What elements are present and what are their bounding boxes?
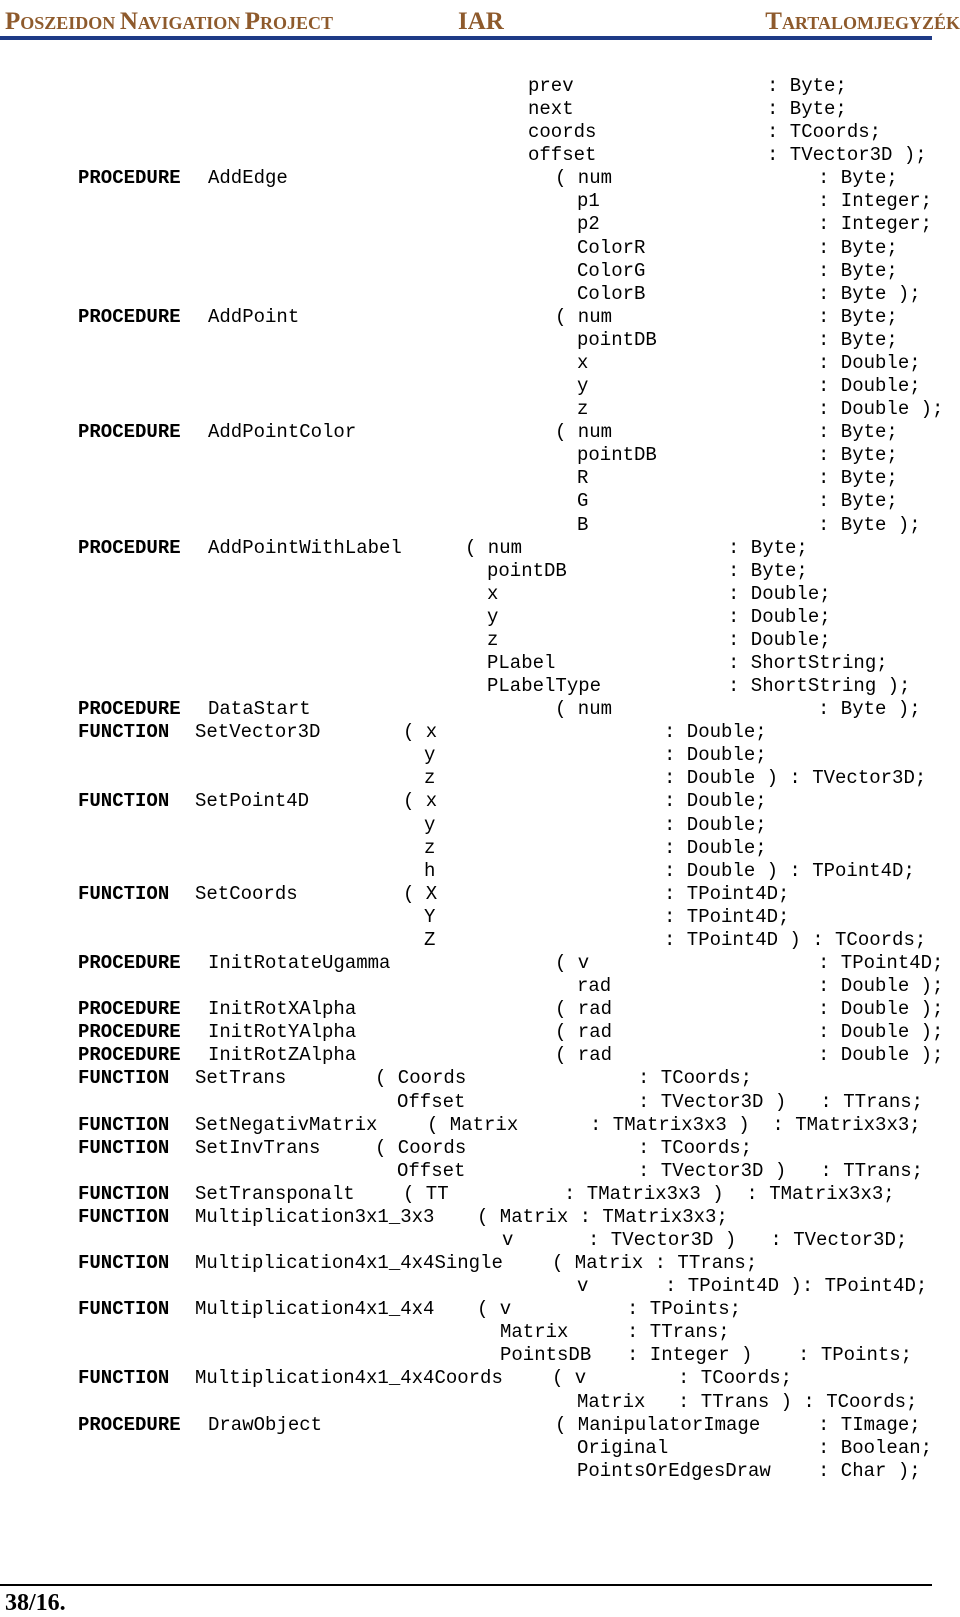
code-token: : Double ); — [818, 1044, 944, 1067]
code-line — [0, 1391, 960, 1415]
code-line — [0, 98, 960, 122]
code-token: Matrix — [577, 1390, 646, 1413]
code-keyword: PROCEDURE — [78, 952, 181, 975]
code-token: SetVector3D — [195, 721, 321, 744]
code-keyword: PROCEDURE — [78, 1413, 181, 1436]
code-keyword: FUNCTION — [78, 1298, 170, 1321]
code-token: : TCoords; — [678, 1367, 793, 1390]
code-line — [0, 1252, 960, 1276]
code-keyword: FUNCTION — [78, 1113, 170, 1136]
code-token: : Double ) : TVector3D; — [664, 767, 927, 790]
code-line — [0, 1344, 960, 1368]
code-keyword: PROCEDURE — [78, 421, 181, 444]
code-token: Offset — [397, 1090, 466, 1113]
code-token: : Byte; — [818, 167, 898, 190]
code-token: PointsDB — [500, 1344, 592, 1367]
code-token: : Byte; — [818, 467, 898, 490]
code-line — [0, 560, 960, 584]
code-token: pointDB — [577, 328, 657, 351]
code-token: : Double ); — [818, 998, 944, 1021]
code-line — [0, 652, 960, 676]
code-token: ( TT — [403, 1182, 449, 1205]
code-token: : Double; — [728, 628, 831, 651]
code-line — [0, 490, 960, 514]
code-line — [0, 75, 960, 99]
code-line — [0, 1067, 960, 1091]
code-keyword: PROCEDURE — [78, 1044, 181, 1067]
code-token: h — [424, 859, 436, 882]
code-token: : Byte; — [818, 490, 898, 513]
code-keyword: PROCEDURE — [78, 1021, 181, 1044]
code-token: Multiplication4x1_4x4 — [195, 1298, 435, 1321]
code-line — [0, 767, 960, 791]
code-token: Z — [424, 928, 436, 951]
code-token: : TCoords; — [638, 1067, 753, 1090]
code-token: : Char ); — [818, 1459, 921, 1482]
code-token: z — [487, 628, 499, 651]
code-token: Y — [424, 905, 436, 928]
code-line — [0, 1275, 960, 1299]
code-line — [0, 975, 960, 999]
code-token: coords — [528, 121, 597, 144]
code-token: : ShortString; — [728, 652, 888, 674]
code-keyword: FUNCTION — [78, 1067, 170, 1090]
code-token: ( num — [465, 536, 523, 559]
code-token: Offset — [397, 1159, 466, 1182]
code-token: Multiplication3x1_3x3 — [195, 1205, 435, 1228]
code-token: ( num — [555, 698, 613, 721]
code-line — [0, 837, 960, 861]
code-token: ( ManipulatorImage — [555, 1413, 761, 1436]
code-token: : Double; — [728, 582, 831, 605]
code-keyword: PROCEDURE — [78, 305, 181, 328]
code-token: : Byte; — [728, 536, 808, 559]
code-line — [0, 1183, 960, 1207]
code-token: SetTrans — [195, 1067, 287, 1090]
code-token: offset — [528, 144, 597, 167]
code-keyword: FUNCTION — [78, 1205, 170, 1228]
code-token: : Byte; — [818, 305, 898, 328]
code-token: SetTransponalt — [195, 1182, 355, 1205]
code-line — [0, 998, 960, 1022]
code-token: rad — [577, 975, 612, 998]
code-token: : TPoint4D ) : TCoords; — [664, 928, 927, 951]
code-line — [0, 1298, 960, 1322]
code-line — [0, 237, 960, 261]
code-token: Multiplication4x1_4x4Coords — [195, 1367, 503, 1390]
code-token: : Double; — [818, 351, 921, 374]
code-line — [0, 929, 960, 953]
footer-rule — [0, 1584, 932, 1586]
code-token: : TCoords; — [767, 121, 882, 144]
code-keyword: PROCEDURE — [78, 998, 181, 1021]
code-token: SetNegativMatrix — [195, 1113, 378, 1136]
code-token: y — [487, 605, 499, 628]
code-line — [0, 444, 960, 468]
code-token: : ShortString ); — [728, 675, 911, 698]
code-token: : Double; — [664, 836, 767, 859]
code-line — [0, 306, 960, 330]
code-line — [0, 906, 960, 930]
code-token: ColorG — [577, 259, 646, 282]
code-token: ( v — [477, 1298, 512, 1321]
code-token: x — [577, 351, 589, 374]
code-token: : Double ); — [818, 975, 944, 998]
code-line — [0, 467, 960, 491]
code-line — [0, 213, 960, 237]
code-line — [0, 952, 960, 976]
code-token: ( v — [552, 1367, 587, 1390]
code-token: : Byte ); — [818, 282, 921, 305]
code-token: : Double; — [664, 721, 767, 744]
code-token: : Byte; — [818, 328, 898, 351]
code-line — [0, 421, 960, 445]
code-token: : TPoints; — [627, 1298, 742, 1321]
code-token: AddPointWithLabel — [208, 536, 402, 559]
code-token: DrawObject — [208, 1413, 323, 1436]
code-keyword: FUNCTION — [78, 882, 170, 905]
code-line — [0, 1137, 960, 1161]
code-token: : Integer; — [818, 213, 933, 236]
code-token: ( x — [403, 721, 438, 744]
code-token: : Double; — [664, 790, 767, 813]
code-line — [0, 606, 960, 630]
code-line — [0, 121, 960, 145]
code-token: : TMatrix3x3 ) : TMatrix3x3; — [590, 1113, 921, 1136]
code-keyword: FUNCTION — [78, 1182, 170, 1205]
code-line — [0, 1206, 960, 1230]
code-token: InitRotYAlpha — [208, 1021, 357, 1044]
code-token: : Byte; — [767, 98, 847, 121]
code-token: : TPoint4D; — [818, 952, 944, 975]
code-token: : TVector3D ) : TTrans; — [638, 1090, 924, 1113]
code-token: DataStart — [208, 698, 311, 721]
code-token: ( X — [403, 882, 438, 905]
code-token: : TTrans; — [627, 1321, 730, 1344]
code-keyword: FUNCTION — [78, 721, 170, 744]
code-token: x — [487, 582, 499, 605]
code-token: : Byte; — [818, 444, 898, 467]
code-token: : Double ); — [818, 398, 944, 421]
code-token: p1 — [577, 190, 600, 213]
code-token: InitRotZAlpha — [208, 1044, 357, 1067]
code-token: : TPoint4D; — [664, 905, 790, 928]
code-token: InitRotXAlpha — [208, 998, 357, 1021]
code-token: PLabelType — [487, 675, 602, 698]
header-project-title: POSZEIDON NAVIGATION PROJECT — [5, 8, 334, 35]
code-token: : TVector3D ); — [767, 144, 927, 167]
code-line — [0, 1114, 960, 1138]
code-token: next — [528, 98, 574, 121]
code-token: ( num — [555, 305, 613, 328]
code-token: : Byte; — [818, 421, 898, 444]
code-token: SetInvTrans — [195, 1136, 321, 1159]
code-token: ( num — [555, 167, 613, 190]
code-token: Original — [577, 1436, 669, 1459]
code-token: : TTrans ) : TCoords; — [678, 1390, 918, 1413]
code-keyword: FUNCTION — [78, 1252, 170, 1275]
code-token: R — [577, 467, 589, 490]
code-keyword: FUNCTION — [78, 1136, 170, 1159]
code-token: SetPoint4D — [195, 790, 310, 813]
code-line — [0, 790, 960, 814]
code-token: ( Matrix : TMatrix3x3; — [477, 1205, 728, 1228]
code-token: AddPointColor — [208, 421, 357, 444]
code-token: : Byte; — [818, 259, 898, 282]
code-line — [0, 352, 960, 376]
code-line — [0, 329, 960, 353]
code-token: : TImage; — [818, 1413, 921, 1436]
code-token: ( num — [555, 421, 613, 444]
code-token: v — [502, 1229, 514, 1251]
code-token: : TVector3D ) : TTrans; — [638, 1159, 924, 1182]
code-token: SetCoords — [195, 882, 298, 905]
code-token: ( Matrix — [427, 1113, 519, 1136]
code-token: AddEdge — [208, 167, 288, 190]
code-token: : Boolean; — [818, 1436, 933, 1459]
code-line — [0, 583, 960, 607]
code-line — [0, 144, 960, 168]
code-line — [0, 860, 960, 884]
code-token: : Double; — [728, 605, 831, 628]
code-line — [0, 167, 960, 191]
code-line — [0, 1229, 960, 1253]
code-token: G — [577, 490, 589, 513]
code-token: ( rad — [555, 998, 613, 1021]
code-token: y — [424, 744, 436, 767]
code-token: B — [577, 513, 589, 536]
code-line — [0, 744, 960, 768]
code-line — [0, 514, 960, 538]
code-line — [0, 698, 960, 722]
code-token: : Byte; — [767, 75, 847, 97]
code-token: : Double; — [664, 813, 767, 836]
code-line — [0, 190, 960, 214]
code-line — [0, 1367, 960, 1391]
code-token: p2 — [577, 213, 600, 236]
code-token: : Double; — [818, 375, 921, 398]
code-line — [0, 629, 960, 653]
code-line — [0, 398, 960, 422]
code-token: ( v — [555, 952, 590, 975]
header-section-title: TARTALOMJEGYZÉK — [765, 8, 960, 35]
code-line — [0, 1460, 960, 1484]
code-line — [0, 375, 960, 399]
code-line — [0, 1414, 960, 1438]
code-token: : Byte; — [818, 236, 898, 259]
code-keyword: PROCEDURE — [78, 536, 181, 559]
code-line — [0, 1091, 960, 1115]
header-center-title: IAR — [458, 8, 504, 35]
code-token: : TPoint4D; — [664, 882, 790, 905]
code-token: v — [577, 1275, 589, 1298]
code-token: y — [424, 813, 436, 836]
code-token: z — [577, 398, 589, 421]
code-line — [0, 1321, 960, 1345]
code-line — [0, 814, 960, 838]
code-token: : Byte ); — [818, 698, 921, 721]
code-token: AddPoint — [208, 305, 300, 328]
code-token: Matrix — [500, 1321, 569, 1344]
code-token: : Double ) : TPoint4D; — [664, 859, 915, 882]
code-token: : Double ); — [818, 1021, 944, 1044]
code-token: z — [424, 836, 436, 859]
code-keyword: FUNCTION — [78, 1367, 170, 1390]
code-token: PLabel — [487, 652, 556, 674]
code-token: ( x — [403, 790, 438, 813]
code-token: pointDB — [487, 559, 567, 582]
code-line — [0, 883, 960, 907]
code-token: ColorB — [577, 282, 646, 305]
code-token: pointDB — [577, 444, 657, 467]
code-token: ( Coords — [375, 1067, 467, 1090]
code-token: prev — [528, 75, 574, 97]
code-token: PointsOrEdgesDraw — [577, 1459, 771, 1482]
code-token: : TMatrix3x3 ) : TMatrix3x3; — [564, 1182, 895, 1205]
code-token: z — [424, 767, 436, 790]
code-token: : Byte ); — [818, 513, 921, 536]
code-token: ( Coords — [375, 1136, 467, 1159]
code-line — [0, 283, 960, 307]
code-token: y — [577, 375, 589, 398]
code-line — [0, 260, 960, 284]
code-line — [0, 537, 960, 561]
code-token: : TCoords; — [638, 1136, 753, 1159]
code-line — [0, 1437, 960, 1461]
code-token: InitRotateUgamma — [208, 952, 391, 975]
code-keyword: PROCEDURE — [78, 167, 181, 190]
code-token: ( rad — [555, 1021, 613, 1044]
code-line — [0, 1044, 960, 1068]
code-keyword: PROCEDURE — [78, 698, 181, 721]
code-token: ( Matrix : TTrans; — [552, 1252, 758, 1275]
code-keyword: FUNCTION — [78, 790, 170, 813]
code-token: ( rad — [555, 1044, 613, 1067]
code-token: : Integer; — [818, 190, 933, 213]
code-token: : Double; — [664, 744, 767, 767]
code-token: : Byte; — [728, 559, 808, 582]
code-token: : TPoint4D ): TPoint4D; — [665, 1275, 928, 1298]
code-token: : Integer ) : TPoints; — [627, 1344, 913, 1367]
page-number: 38/16. — [5, 1590, 66, 1616]
code-token: ColorR — [577, 236, 646, 259]
code-token: Multiplication4x1_4x4Single — [195, 1252, 503, 1275]
code-token: : TVector3D ) : TVector3D; — [588, 1229, 908, 1251]
code-line — [0, 675, 960, 699]
code-line — [0, 1160, 960, 1184]
code-line — [0, 721, 960, 745]
code-line — [0, 1021, 960, 1045]
